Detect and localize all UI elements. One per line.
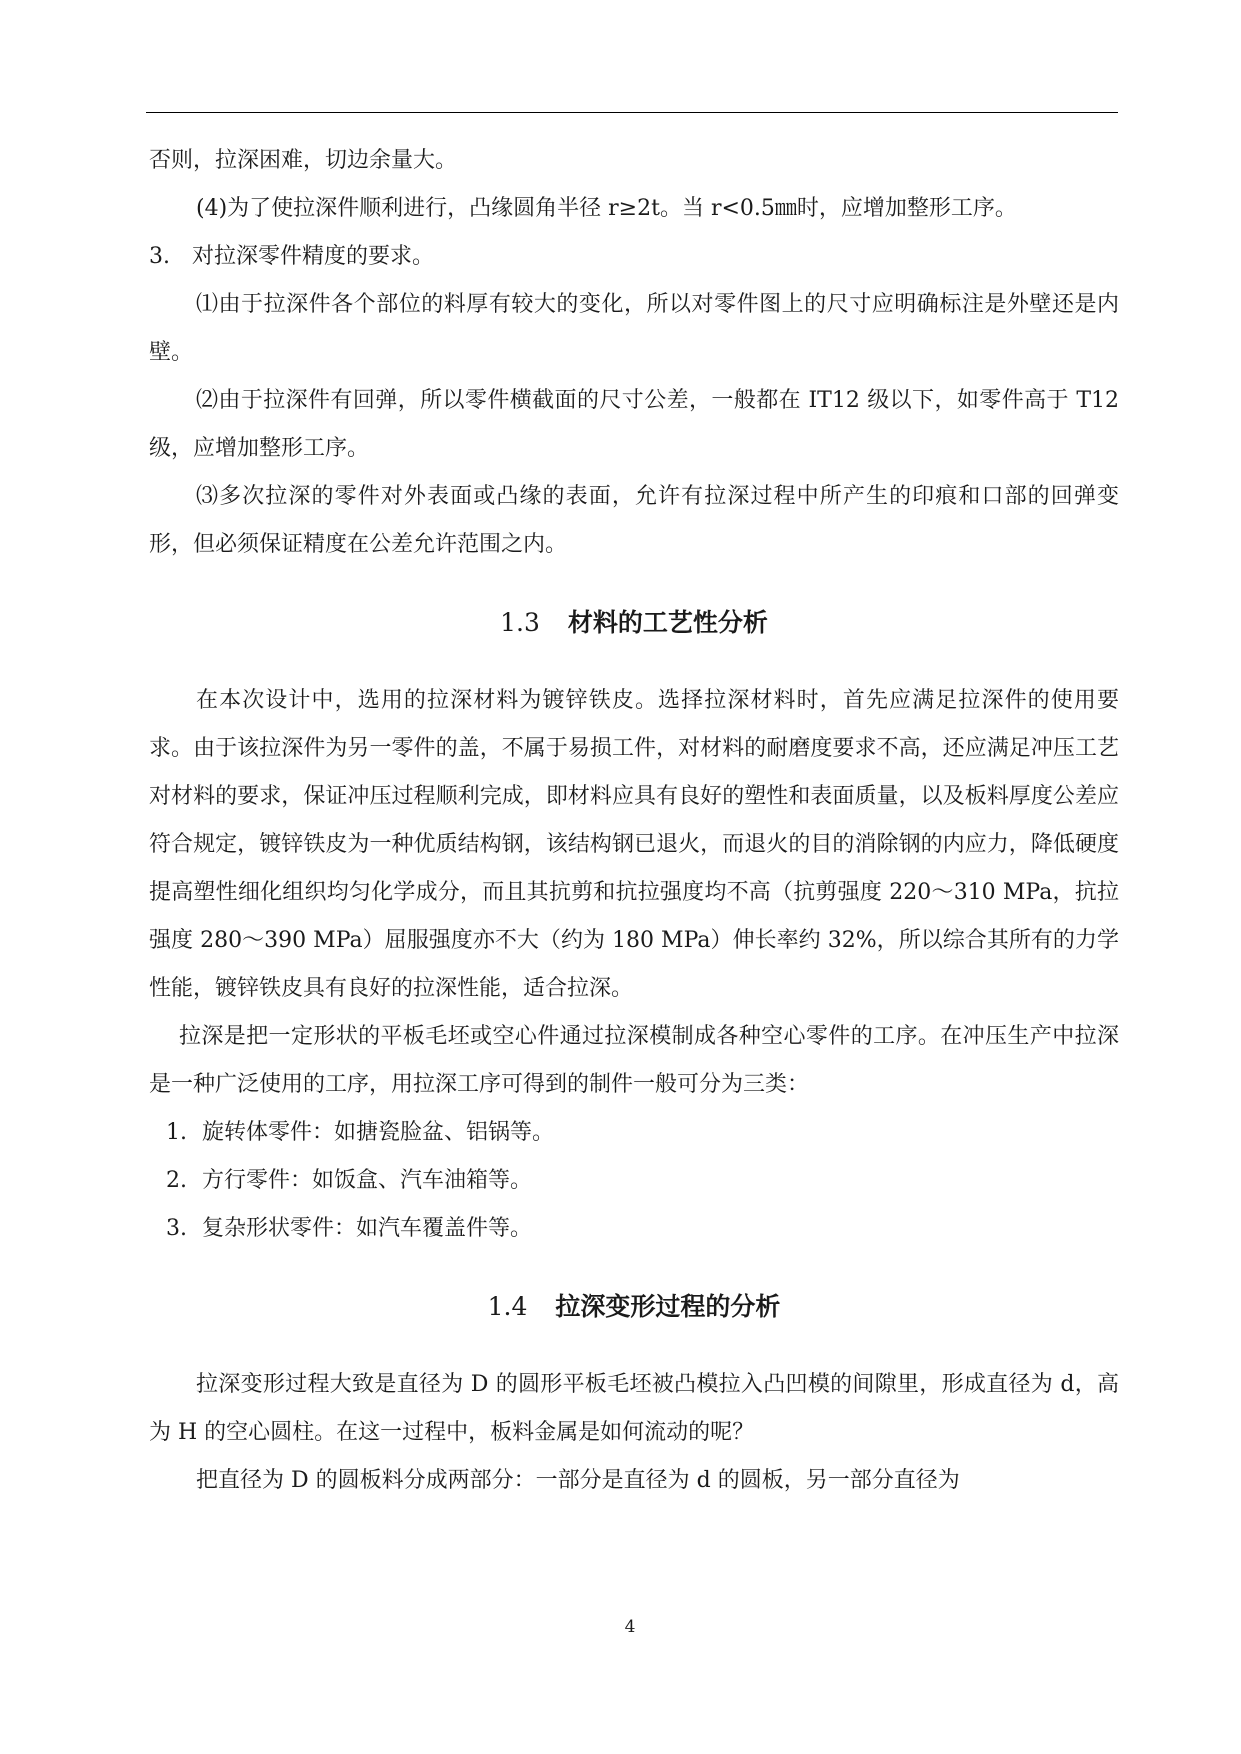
paragraph-continuation: 否则，拉深困难，切边余量大。 [149,148,458,173]
material-paragraph: 在本次设计中，选用的拉深材料为镀锌铁皮。选择拉深材料时，首先应满足拉深件的使用要求。由于该拉深件为另一零件的盖，不属于易损工件，对材料的耐磨度要求不高，还应满足冲压工艺对材料的要求，保证冲压过程顺利完成，即材料应具有良好的塑性和表面质量，以及板料厚度公差应符合规定，镀锌铁皮为一种优质结构钢，该结构钢已退火，而退火的目的消除钢的内应力，降低硬度提高塑性细化组织均匀化学成分，而且其抗剪和抗拉强度均不高（抗剪强度 220～310 MPa，抗拉强度 280～390 MPa）屈服强度亦不大（约为 180 MPa）伸长率约 32%，所以综合其所有的力学性能，镀锌铁皮具有良好的拉深性能，适合拉深。 [149,688,1119,1001]
list-item-text: 旋转体零件：如搪瓷脸盆、铝锅等。 [202,1120,555,1145]
section-heading-1-4 [149,1283,1119,1331]
list-item [149,1157,1119,1205]
list-item-number: 2. [166,1168,187,1193]
list-item-text: 方行零件：如饭盒、汽车油箱等。 [202,1168,533,1193]
section-title: 材料的工艺性分析 [567,608,768,637]
section-number: 1.3 [500,608,540,637]
paragraph-accuracy-3: ⑶多次拉深的零件对外表面或凸缘的表面，允许有拉深过程中所产生的印痕和口部的回弹变形，但必须保证精度在公差允许范围之内。 [149,484,1119,557]
list-item [149,1205,1119,1253]
list-item [149,1109,1119,1157]
section-heading-1-3 [149,599,1119,647]
deformation-paragraph: 拉深变形过程大致是直径为 D 的圆形平板毛坯被凸模拉入凸凹模的间隙里，形成直径为 d，高为 H 的空心圆柱。在这一过程中，板料金属是如何流动的呢？ [149,1372,1119,1445]
section-number: 1.4 [487,1292,528,1321]
list-item-number: 1. [166,1120,187,1145]
blank-division-paragraph: 把直径为 D 的圆板料分成两部分：一部分是直径为 d 的圆板，另一部分直径为 [196,1468,960,1493]
drawing-intro-paragraph: 拉深是把一定形状的平板毛坯或空心件通过拉深模制成各种空心零件的工序。在冲压生产中拉深是一种广泛使用的工序，用拉深工序可得到的制件一般可分为三类： [149,1024,1119,1097]
paragraph-item-4: (4)为了使拉深件顺利进行，凸缘圆角半径 r≥2t。当 r<0.5㎜时，应增加整形工序。 [196,196,1017,221]
paragraph-accuracy-1: ⑴由于拉深件各个部位的料厚有较大的变化，所以对零件图上的尺寸应明确标注是外壁还是内壁。 [149,292,1119,365]
header-rule [146,112,1118,113]
list-item-text: 复杂形状零件：如汽车覆盖件等。 [202,1216,533,1241]
list-item-number: 3. [166,1216,187,1241]
page-number: 4 [624,1617,636,1637]
paragraph-accuracy-heading: 3. 对拉深零件精度的要求。 [149,244,434,269]
section-title: 拉深变形过程的分析 [555,1292,781,1321]
paragraph-accuracy-2: ⑵由于拉深件有回弹，所以零件横截面的尺寸公差，一般都在 IT12 级以下，如零件高于 T12 级，应增加整形工序。 [149,388,1119,461]
page-body [149,137,1119,1505]
